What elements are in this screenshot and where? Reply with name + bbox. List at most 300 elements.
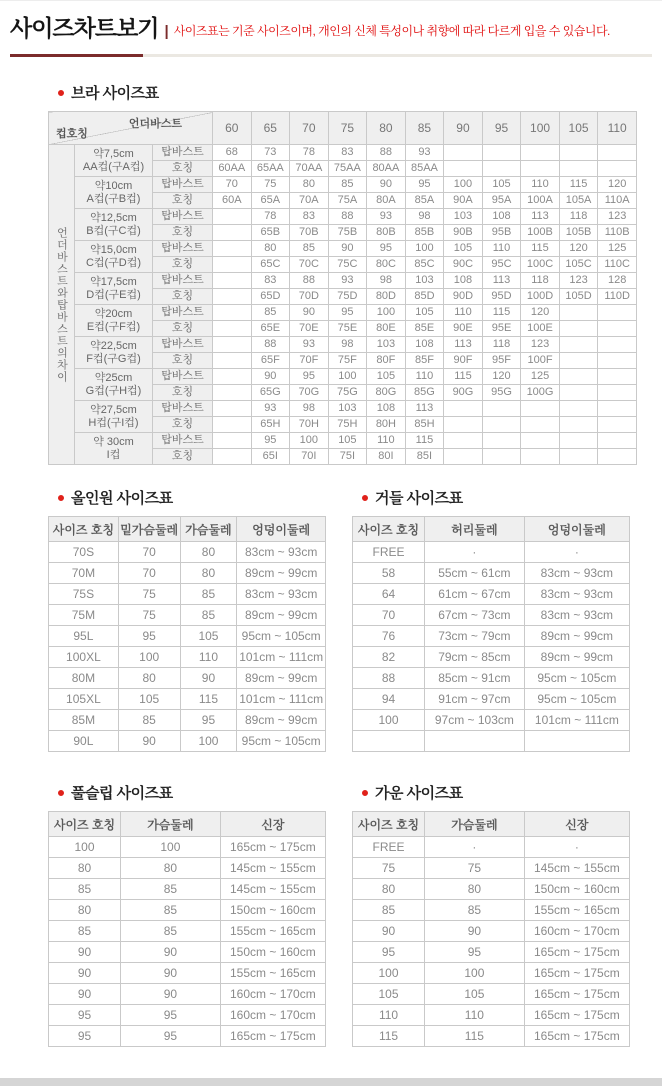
bra-cup-diff: 약25cm <box>94 371 133 384</box>
cell: 95L <box>49 626 119 647</box>
cell: 165cm ~ 175cm <box>524 1026 629 1047</box>
bra-cell: 125 <box>521 369 560 385</box>
column-header: 가슴둘레 <box>180 517 237 542</box>
bra-cell: 100A <box>521 193 560 209</box>
bra-cell: 93 <box>328 273 367 289</box>
bra-cell: 115 <box>405 433 444 449</box>
cell: 80 <box>425 879 525 900</box>
bra-cell: 65E <box>251 321 290 337</box>
bra-subrow-label: 호칭 <box>153 257 213 273</box>
red-ring-icon <box>362 495 368 501</box>
bra-cell: 78 <box>251 209 290 225</box>
bra-cup-label <box>75 209 153 241</box>
cell: 90 <box>118 731 180 752</box>
bra-topbust-row <box>49 177 637 193</box>
cell: 100 <box>118 647 180 668</box>
cell: 150cm ~ 160cm <box>220 942 325 963</box>
page-note: 사이즈표는 기준 사이즈이며, 개인의 신체 특성이나 취향에 따라 다르게 입을 수 있습니다. <box>173 24 610 38</box>
cell: 80 <box>121 858 221 879</box>
table-header-row <box>49 517 326 542</box>
table-row <box>353 963 630 984</box>
table-row <box>353 837 630 858</box>
table-row <box>353 1026 630 1047</box>
table-row <box>49 563 326 584</box>
bra-cell: 110 <box>405 369 444 385</box>
cell: 89cm ~ 99cm <box>237 668 326 689</box>
table-row <box>49 689 326 710</box>
bra-cell: 95E <box>482 321 521 337</box>
bra-cup-label <box>75 145 153 177</box>
bra-subrow-label: 탑바스트 <box>153 241 213 257</box>
bra-cell: 95B <box>482 225 521 241</box>
bra-cell <box>559 321 598 337</box>
bra-cell <box>559 385 598 401</box>
cell: 79cm ~ 85cm <box>425 647 525 668</box>
bra-topbust-row <box>49 369 637 385</box>
bra-cell <box>213 433 252 449</box>
cell: 95cm ~ 105cm <box>524 689 629 710</box>
bra-cell <box>559 353 598 369</box>
bra-corner-cell <box>49 112 213 145</box>
bra-cell <box>213 321 252 337</box>
bra-cell: 80A <box>367 193 406 209</box>
bra-cell <box>213 337 252 353</box>
bra-cell <box>598 305 637 321</box>
cell: 85M <box>49 710 119 731</box>
bra-corner-cup-label: 컵호칭 <box>56 128 88 140</box>
cell: · <box>425 542 525 563</box>
bra-cup-name: G컵(구H컵) <box>85 384 142 397</box>
bra-cell: 70I <box>290 449 329 465</box>
bra-cell: 118 <box>521 273 560 289</box>
section-allinone <box>48 487 326 752</box>
bra-cell: 100D <box>521 289 560 305</box>
cell: 61cm ~ 67cm <box>425 584 525 605</box>
bra-cell <box>559 337 598 353</box>
section-fullslip <box>48 782 326 1047</box>
bra-cell: 70E <box>290 321 329 337</box>
red-ring-icon <box>362 790 368 796</box>
bra-cell <box>521 417 560 433</box>
cell: 85 <box>425 900 525 921</box>
bra-cell <box>482 433 521 449</box>
cell: 95 <box>180 710 237 731</box>
bra-cell <box>598 449 637 465</box>
cell: 70 <box>118 542 180 563</box>
cell: 83cm ~ 93cm <box>524 563 629 584</box>
girdle-table <box>352 516 630 752</box>
table-row <box>353 605 630 626</box>
bra-topbust-row <box>49 209 637 225</box>
bra-underbust-size: 80 <box>367 112 406 145</box>
bra-cup-diff: 약15,0cm <box>90 243 137 256</box>
cell: · <box>524 542 629 563</box>
bra-cell: 85 <box>328 177 367 193</box>
bra-cell: 75H <box>328 417 367 433</box>
cell: 75 <box>353 858 425 879</box>
bra-cell: 80 <box>251 241 290 257</box>
cell: 160cm ~ 170cm <box>524 921 629 942</box>
cell: 83cm ~ 93cm <box>524 605 629 626</box>
cell: 85 <box>353 900 425 921</box>
bra-cell: 93 <box>367 209 406 225</box>
bra-cell: 70 <box>213 177 252 193</box>
bra-cup-label <box>75 305 153 337</box>
bra-cell: 100 <box>444 177 483 193</box>
table-row <box>49 668 326 689</box>
girdle-section-title <box>362 487 630 508</box>
table-row <box>49 731 326 752</box>
bra-header-row <box>49 112 637 145</box>
cell: 165cm ~ 175cm <box>220 1026 325 1047</box>
cell: 75 <box>118 584 180 605</box>
bra-cell: 73 <box>251 145 290 161</box>
bra-cell: 85H <box>405 417 444 433</box>
section-bra <box>48 82 637 465</box>
bra-cell: 90C <box>444 257 483 273</box>
table-row <box>49 605 326 626</box>
bra-cell: 85A <box>405 193 444 209</box>
bra-cell <box>559 401 598 417</box>
bra-cell: 98 <box>328 337 367 353</box>
bra-cell: 115 <box>559 177 598 193</box>
table-row <box>49 921 326 942</box>
bra-cell: 90B <box>444 225 483 241</box>
cell: 115 <box>353 1026 425 1047</box>
bra-cell: 100B <box>521 225 560 241</box>
bra-cell: 93 <box>251 401 290 417</box>
bra-cell <box>213 225 252 241</box>
cell: 80 <box>118 668 180 689</box>
bra-cell: 95G <box>482 385 521 401</box>
cell: 64 <box>353 584 425 605</box>
bra-cell <box>559 417 598 433</box>
cell: 85 <box>121 879 221 900</box>
cell: 70 <box>353 605 425 626</box>
table-row <box>353 689 630 710</box>
cell: 89cm ~ 99cm <box>524 626 629 647</box>
red-ring-icon <box>58 90 64 96</box>
cell: 88 <box>353 668 425 689</box>
bra-cell: 113 <box>444 337 483 353</box>
bra-cup-label <box>75 433 153 465</box>
bra-cell: 88 <box>367 145 406 161</box>
bra-cup-diff: 약 30cm <box>93 435 134 448</box>
table-row <box>49 984 326 1005</box>
cell: 85 <box>180 584 237 605</box>
bra-cell: 100E <box>521 321 560 337</box>
bra-underbust-size: 105 <box>559 112 598 145</box>
bra-cell <box>521 433 560 449</box>
table-row <box>49 647 326 668</box>
bra-cell: 95F <box>482 353 521 369</box>
bra-cell: 95 <box>328 305 367 321</box>
bra-cell: 108 <box>444 273 483 289</box>
table-row <box>353 710 630 731</box>
bra-topbust-row <box>49 401 637 417</box>
cell: 105 <box>180 626 237 647</box>
tables-row-1 <box>48 487 630 752</box>
bra-cell: 80AA <box>367 161 406 177</box>
cell: 83cm ~ 93cm <box>237 584 326 605</box>
table-row <box>49 542 326 563</box>
bra-cell <box>521 145 560 161</box>
cell: 90 <box>121 942 221 963</box>
bra-cell <box>444 161 483 177</box>
bra-cell: 95 <box>251 433 290 449</box>
red-ring-icon <box>58 790 64 796</box>
column-header: 신장 <box>220 812 325 837</box>
bra-subrow-label: 탑바스트 <box>153 337 213 353</box>
bra-cell: 115 <box>521 241 560 257</box>
bra-cell: 105 <box>444 241 483 257</box>
bra-cell: 105 <box>367 369 406 385</box>
cell: 80M <box>49 668 119 689</box>
cell: 95 <box>49 1026 121 1047</box>
bra-cell: 65G <box>251 385 290 401</box>
bra-cup-diff: 약17,5cm <box>90 275 137 288</box>
bra-underbust-size: 95 <box>482 112 521 145</box>
bra-cell: 88 <box>290 273 329 289</box>
cell: 101cm ~ 111cm <box>237 647 326 668</box>
header-rule <box>10 54 652 57</box>
bra-cell <box>598 385 637 401</box>
bra-cell <box>213 385 252 401</box>
cell: 76 <box>353 626 425 647</box>
bra-cup-diff: 약22,5cm <box>90 339 137 352</box>
table-row <box>49 1005 326 1026</box>
bra-underbust-size: 70 <box>290 112 329 145</box>
cell: 95 <box>425 942 525 963</box>
bra-cell: 75C <box>328 257 367 273</box>
bra-subrow-label: 호칭 <box>153 449 213 465</box>
bra-cup-name: C컵(구D컵) <box>85 256 142 269</box>
cell: 115 <box>180 689 237 710</box>
bra-cell: 65H <box>251 417 290 433</box>
bra-cell: 100 <box>405 241 444 257</box>
bra-topbust-row <box>49 241 637 257</box>
bra-subrow-label: 탑바스트 <box>153 209 213 225</box>
bra-cell: 90E <box>444 321 483 337</box>
bra-cell: 65C <box>251 257 290 273</box>
cell: 105 <box>425 984 525 1005</box>
bra-cell <box>213 369 252 385</box>
cell: 85 <box>49 921 121 942</box>
bra-cell: 85E <box>405 321 444 337</box>
bra-cell: 80C <box>367 257 406 273</box>
allinone-section-title <box>58 487 326 508</box>
cell: 95 <box>121 1026 221 1047</box>
bra-cell: 110 <box>482 241 521 257</box>
bra-cell <box>213 417 252 433</box>
bra-cell: 93 <box>405 145 444 161</box>
cell: 95cm ~ 105cm <box>524 668 629 689</box>
bra-underbust-size: 85 <box>405 112 444 145</box>
bra-underbust-size: 110 <box>598 112 637 145</box>
gown-table <box>352 811 630 1047</box>
bra-cell: 100 <box>367 305 406 321</box>
bra-cell <box>482 449 521 465</box>
cell: 85 <box>121 900 221 921</box>
tables-row-2 <box>48 782 630 1047</box>
bra-cell <box>482 145 521 161</box>
fullslip-section-title <box>58 782 326 803</box>
cell: 150cm ~ 160cm <box>524 879 629 900</box>
cell: 58 <box>353 563 425 584</box>
bra-cell <box>482 417 521 433</box>
bra-cell: 80B <box>367 225 406 241</box>
cell: 94 <box>353 689 425 710</box>
cell: 165cm ~ 175cm <box>524 942 629 963</box>
cell: 101cm ~ 111cm <box>237 689 326 710</box>
bra-cell <box>521 449 560 465</box>
bra-cell: 103 <box>444 209 483 225</box>
bra-cell: 123 <box>598 209 637 225</box>
bra-cell <box>559 433 598 449</box>
bra-cell: 95A <box>482 193 521 209</box>
bra-subrow-label: 호칭 <box>153 417 213 433</box>
bra-cell <box>213 289 252 305</box>
bra-cell: 85 <box>251 305 290 321</box>
cell: 70S <box>49 542 119 563</box>
bra-cell: 75E <box>328 321 367 337</box>
cell: 100XL <box>49 647 119 668</box>
bra-cell: 90F <box>444 353 483 369</box>
table-row <box>353 626 630 647</box>
bra-cell: 90 <box>290 305 329 321</box>
column-header: 엉덩이둘레 <box>237 517 326 542</box>
column-header: 사이즈 호칭 <box>353 517 425 542</box>
bra-subrow-label: 호칭 <box>153 161 213 177</box>
cell: 89cm ~ 99cm <box>237 710 326 731</box>
cell: 89cm ~ 99cm <box>524 647 629 668</box>
bra-cell: 80E <box>367 321 406 337</box>
bra-cell: 65I <box>251 449 290 465</box>
bra-cell: 110 <box>367 433 406 449</box>
bra-cup-name: F컵(구G컵) <box>86 352 141 365</box>
bra-cell: 85B <box>405 225 444 241</box>
cell: 89cm ~ 99cm <box>237 563 326 584</box>
bra-cell: 65AA <box>251 161 290 177</box>
bra-cell: 70F <box>290 353 329 369</box>
column-header: 사이즈 호칭 <box>49 812 121 837</box>
bra-cup-label <box>75 337 153 369</box>
table-row <box>49 1026 326 1047</box>
cell: 100 <box>49 837 121 858</box>
bra-cell: 95 <box>290 369 329 385</box>
bra-cell <box>444 417 483 433</box>
bra-cell: 110A <box>598 193 637 209</box>
bra-cell: 120 <box>482 369 521 385</box>
bra-cell: 75F <box>328 353 367 369</box>
column-header: 사이즈 호칭 <box>353 812 425 837</box>
bra-cell: 123 <box>521 337 560 353</box>
bra-cup-name: B컵(구C컵) <box>86 224 141 237</box>
bra-cell: 103 <box>367 337 406 353</box>
bra-cell <box>598 369 637 385</box>
bra-cell: 110 <box>521 177 560 193</box>
bra-subrow-label: 탑바스트 <box>153 177 213 193</box>
bra-subrow-label: 호칭 <box>153 289 213 305</box>
bra-cell: 120 <box>521 305 560 321</box>
bra-cell: 60AA <box>213 161 252 177</box>
table-row <box>49 626 326 647</box>
bra-cell <box>213 241 252 257</box>
bra-subrow-label: 호칭 <box>153 353 213 369</box>
cell: 70M <box>49 563 119 584</box>
bra-cell <box>598 417 637 433</box>
bra-cell <box>598 433 637 449</box>
bra-subrow-label: 탑바스트 <box>153 305 213 321</box>
gown-section-title-label: 가운 사이즈표 <box>375 785 463 802</box>
bra-cell: 108 <box>482 209 521 225</box>
bra-cell: 128 <box>598 273 637 289</box>
bra-cell <box>521 161 560 177</box>
bra-cell <box>444 145 483 161</box>
bra-cell: 100G <box>521 385 560 401</box>
bra-cell: 70AA <box>290 161 329 177</box>
bra-cell: 90A <box>444 193 483 209</box>
allinone-table <box>48 516 326 752</box>
bra-cell: 75A <box>328 193 367 209</box>
cell: 165cm ~ 175cm <box>524 1005 629 1026</box>
bra-cell <box>444 449 483 465</box>
cell: 115 <box>425 1026 525 1047</box>
cell: 150cm ~ 160cm <box>220 900 325 921</box>
cell: 85 <box>180 605 237 626</box>
bra-cell: 83 <box>328 145 367 161</box>
cell: 75 <box>118 605 180 626</box>
bra-cup-diff: 약10cm <box>94 179 133 192</box>
cell: 105XL <box>49 689 119 710</box>
table-row <box>353 879 630 900</box>
bra-section-title <box>58 82 637 103</box>
cell: 155cm ~ 165cm <box>220 921 325 942</box>
bra-subrow-label: 탑바스트 <box>153 401 213 417</box>
bra-cell <box>213 449 252 465</box>
bra-cell <box>598 321 637 337</box>
bra-cell: 85D <box>405 289 444 305</box>
bra-cell: 105D <box>559 289 598 305</box>
column-header: 사이즈 호칭 <box>49 517 119 542</box>
column-header: 가슴둘레 <box>425 812 525 837</box>
bra-topbust-row <box>49 145 637 161</box>
bra-cell: 118 <box>559 209 598 225</box>
bra-cell <box>559 161 598 177</box>
bra-cell: 75D <box>328 289 367 305</box>
bra-cell <box>598 145 637 161</box>
cell: 100 <box>121 837 221 858</box>
cell: 80 <box>49 900 121 921</box>
bra-cell: 120 <box>598 177 637 193</box>
bra-cell: 98 <box>367 273 406 289</box>
bra-cell <box>213 353 252 369</box>
bra-cell: 70B <box>290 225 329 241</box>
bra-cell: 78 <box>290 145 329 161</box>
bra-cell: 100 <box>290 433 329 449</box>
bra-cell: 110D <box>598 289 637 305</box>
bra-cell: 103 <box>328 401 367 417</box>
bra-topbust-row <box>49 305 637 321</box>
bra-cell: 65D <box>251 289 290 305</box>
table-row <box>353 584 630 605</box>
table-row <box>49 858 326 879</box>
bra-cell <box>559 305 598 321</box>
bra-cell: 80 <box>290 177 329 193</box>
fullslip-section-title-label: 풀슬립 사이즈표 <box>71 785 173 802</box>
bra-cell: 85AA <box>405 161 444 177</box>
bra-cell: 70D <box>290 289 329 305</box>
